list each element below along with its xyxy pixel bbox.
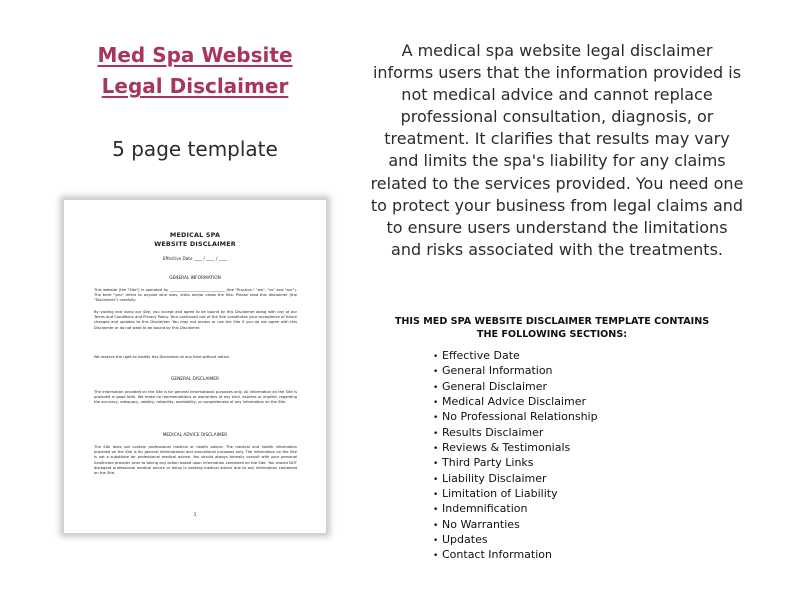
section-list-item-label: Indemnification [442,502,528,516]
section-list-item [433,471,598,486]
section-list-item-label: No Warranties [442,517,520,531]
section-list-item-label: Medical Advice Disclaimer [442,395,586,409]
sections-list [433,348,598,563]
section-list-item [433,501,598,516]
section-list-item-label: No Professional Relationship [442,410,598,424]
doc-paragraph: This website (the "Site") is operated by ______________________________ (the "Practice," "we", "us" and "our"). The term "you" refers to anyone who uses, visits and/or views the Site. Please read this disclaimer (the "Disclaimer") carefully. [94,288,297,303]
doc-effective-date: Effective Date ____ / ____ / ____ [162,256,228,261]
bullet-icon: • [433,505,439,516]
doc-paragraph: The information provided on the Site is for general informational purposes only. All information on the Site is provided in good faith. We make no representations or warranties of any kind, express or implied, regarding the accuracy, adequacy, validity, reliability, availability, or completeness of any information on the Site. [94,390,297,405]
bullet-icon: • [433,536,439,547]
section-list-item-label: Results Disclaimer [442,425,544,439]
section-list-item [433,517,598,532]
sections-heading-line-1: THIS MED SPA WEBSITE DISCLAIMER TEMPLATE CONTAINS [394,316,710,327]
product-title-line-2: Legal Disclaimer [101,74,289,98]
bullet-icon: • [433,444,439,455]
section-list-item-label: Liability Disclaimer [442,471,547,485]
doc-heading-general-disclaimer: GENERAL DISCLAIMER [171,377,219,382]
page-count-subtitle: 5 page template [112,137,278,161]
section-list-item [433,394,598,409]
section-list-item-label: General Disclaimer [442,379,548,393]
description-paragraph: A medical spa website legal disclaimer informs users that the information provided is not medical advice and cannot replace professional consultation, diagnosis, or treatment. It clarifies that results may vary and limits the spa's liability for any claims related to the services provided. You need one to protect your business from legal claims and to ensure users understand the limitations and risks associated with the treatments. [370,41,744,259]
section-list-item [433,379,598,394]
doc-heading-general-information: GENERAL INFORMATION [169,276,221,281]
doc-paragraph: We reserve the right to modify this Disclaimer at any time without notice. [94,355,231,359]
bullet-icon: • [433,428,439,439]
bullet-icon: • [433,474,439,485]
section-list-item [433,547,598,562]
bullet-icon: • [433,520,439,531]
section-list-item [433,409,598,424]
product-title-line-1: Med Spa Website [97,43,293,67]
bullet-icon: • [433,459,439,470]
section-list-item-label: Limitation of Liability [442,487,558,501]
section-list-item [433,440,598,455]
section-list-item [433,363,598,378]
doc-title-line-2: WEBSITE DISCLAIMER [154,240,236,248]
bullet-icon: • [433,352,439,362]
doc-heading-medical-advice-disclaimer: MEDICAL ADVICE DISCLAIMER [162,433,228,438]
bullet-icon: • [433,367,439,378]
section-list-item [433,455,598,470]
section-list-item-label: Effective Date [442,349,520,362]
bullet-icon: • [433,490,439,501]
doc-title-line-1: MEDICAL SPA [169,231,221,239]
bullet-icon: • [433,551,439,562]
doc-paragraph: By visiting and using our Site, you accept and agree to be bound by this Disclaimer along with any of our Terms and Conditions and Privacy Policy. Your continued use of the Site constitutes your acceptance of future changes and updates to this Disclaimer. You may not access or use the Site if you do not agree with this Disclaimer or do not want to be bound by this Disclaimer. [94,310,297,330]
document-preview-page [63,199,327,534]
section-list-item [433,348,598,363]
doc-page-number: 1 [193,513,197,518]
section-list-item-label: General Information [442,364,553,378]
bullet-icon: • [433,413,439,424]
section-list-item-label: Contact Information [442,548,552,562]
section-list-item-label: Third Party Links [442,456,534,470]
section-list-item-label: Updates [442,533,488,547]
sections-heading-line-2: THE FOLLOWING SECTIONS: [476,329,628,340]
section-list-item [433,486,598,501]
bullet-icon: • [433,398,439,409]
sections-heading [390,315,714,341]
section-list-item [433,532,598,547]
section-list-item [433,425,598,440]
bullet-icon: • [433,382,439,393]
doc-paragraph: The Site does not contain professional medical or health advice. The medical and health information provided on the Site is for general informational and educational purposes only. The information on the Site is not a substitute for professional medical advice. You should always formally consult with your personal healthcare provider prior to taking any action based upon information contained on the Site. You should NOT disregard professional medical advice or delay in seeking medical advice due to any information contained on the Site. [94,445,297,476]
section-list-item-label: Reviews & Testimonials [442,441,571,455]
